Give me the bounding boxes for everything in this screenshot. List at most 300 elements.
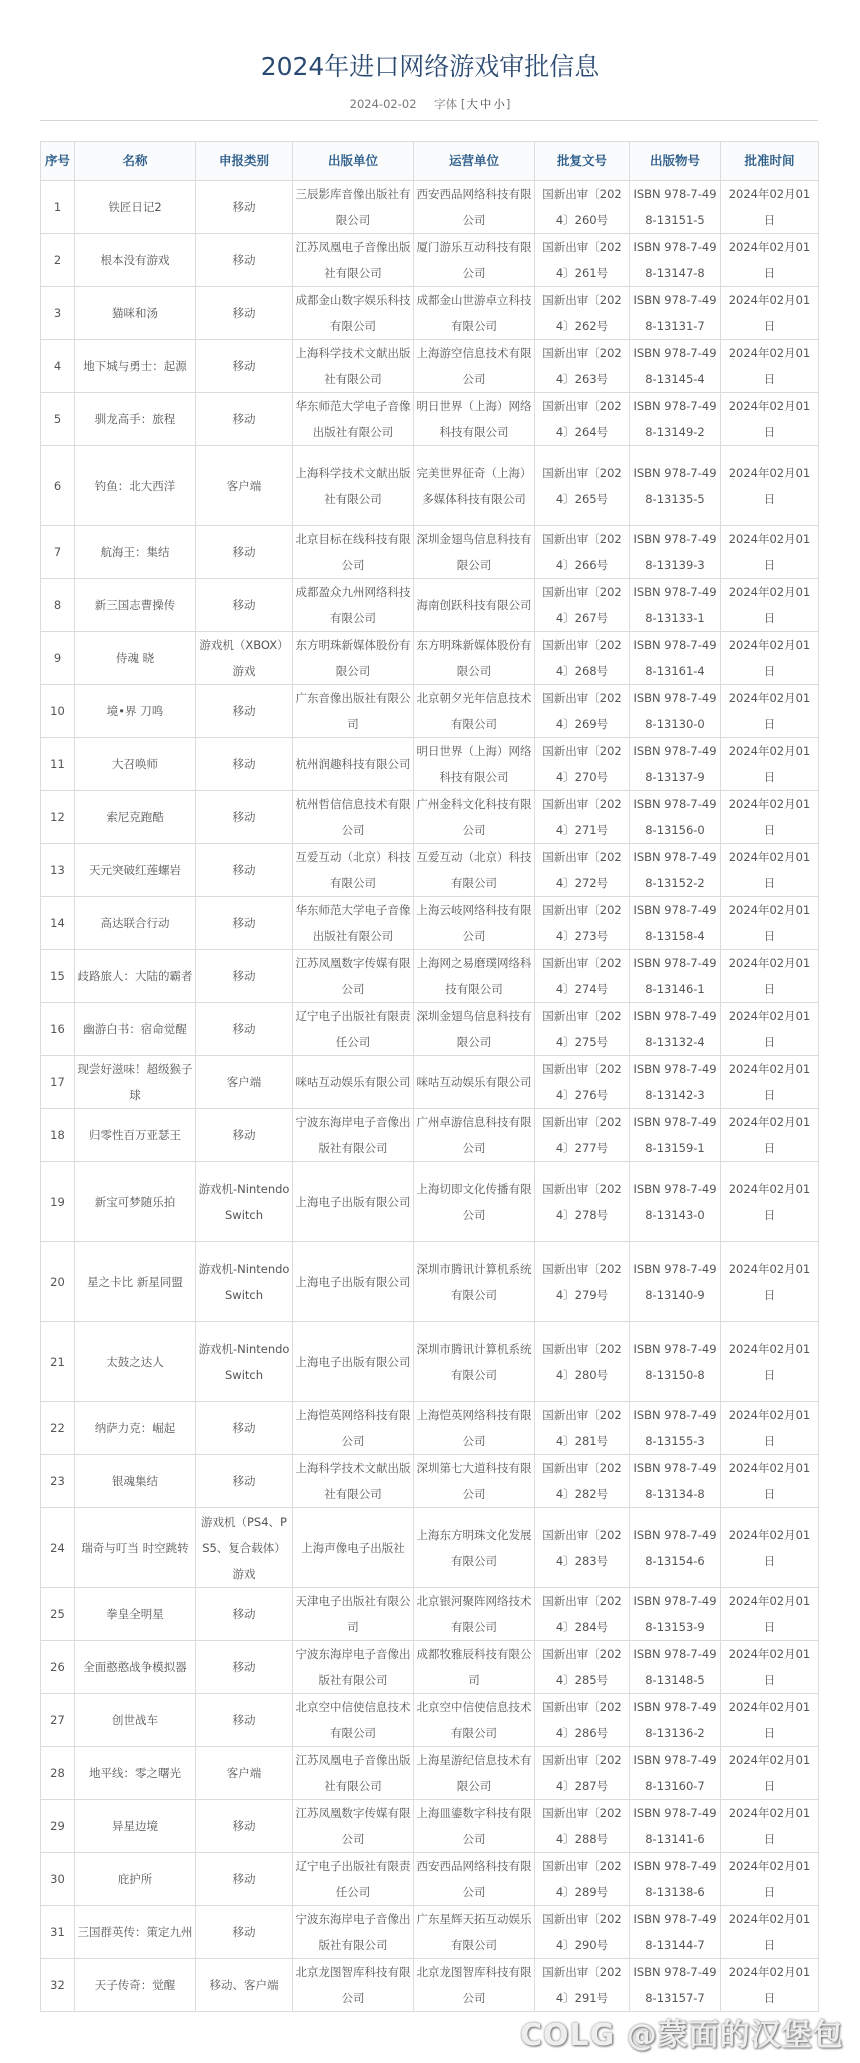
cell-operator: 西安西品网络科技有限公司 — [414, 1853, 535, 1906]
table-row — [41, 181, 819, 234]
table-row — [41, 1508, 819, 1588]
cell-publisher: 上海电子出版有限公司 — [293, 1162, 414, 1242]
table-row — [41, 393, 819, 446]
cell-isbn: ISBN 978-7-498-13153-9 — [630, 1588, 721, 1641]
watermark: COLG @蒙面的汉堡包 — [520, 2018, 844, 2053]
cell-date: 2024年02月01日 — [721, 738, 819, 791]
cell-approval: 国新出审〔2024〕262号 — [535, 287, 630, 340]
cell-operator: 上海云岐网络科技有限公司 — [414, 897, 535, 950]
table-row — [41, 1588, 819, 1641]
cell-name: 新宝可梦随乐拍 — [75, 1162, 196, 1242]
cell-approval: 国新出审〔2024〕269号 — [535, 685, 630, 738]
cell-no: 9 — [41, 632, 75, 685]
cell-name: 航海王：集结 — [75, 526, 196, 579]
cell-no: 15 — [41, 950, 75, 1003]
cell-no: 7 — [41, 526, 75, 579]
cell-publisher: 上海电子出版有限公司 — [293, 1322, 414, 1402]
cell-no: 19 — [41, 1162, 75, 1242]
cell-type: 游戏机（XBOX）游戏 — [196, 632, 293, 685]
cell-date: 2024年02月01日 — [721, 1906, 819, 1959]
cell-type: 移动 — [196, 234, 293, 287]
page-title: 2024年进口网络游戏审批信息 — [260, 51, 600, 81]
cell-publisher: 江苏凤凰数字传媒有限公司 — [293, 1800, 414, 1853]
cell-operator: 北京朝夕光年信息技术有限公司 — [414, 685, 535, 738]
cell-isbn: ISBN 978-7-498-13138-6 — [630, 1853, 721, 1906]
cell-publisher: 上海科学技术文献出版社有限公司 — [293, 446, 414, 526]
cell-type: 移动 — [196, 738, 293, 791]
cell-name: 创世战车 — [75, 1694, 196, 1747]
cell-no: 26 — [41, 1641, 75, 1694]
cell-approval: 国新出审〔2024〕280号 — [535, 1322, 630, 1402]
cell-type: 移动 — [196, 526, 293, 579]
cell-isbn: ISBN 978-7-498-13146-1 — [630, 950, 721, 1003]
cell-approval: 国新出审〔2024〕274号 — [535, 950, 630, 1003]
cell-no: 6 — [41, 446, 75, 526]
cell-date: 2024年02月01日 — [721, 287, 819, 340]
cell-operator: 深圳市腾讯计算机系统有限公司 — [414, 1242, 535, 1322]
cell-date: 2024年02月01日 — [721, 1455, 819, 1508]
font-size-large-link[interactable]: 大 — [466, 97, 478, 111]
cell-publisher: 宁波东海岸电子音像出版社有限公司 — [293, 1641, 414, 1694]
cell-type: 客户端 — [196, 1056, 293, 1109]
cell-operator: 成都金山世游卓立科技有限公司 — [414, 287, 535, 340]
cell-type: 移动 — [196, 791, 293, 844]
cell-type: 游戏机（PS4、PS5、复合载体）游戏 — [196, 1508, 293, 1588]
table-row — [41, 1455, 819, 1508]
cell-publisher: 成都金山数字娱乐科技有限公司 — [293, 287, 414, 340]
cell-name: 庇护所 — [75, 1853, 196, 1906]
cell-date: 2024年02月01日 — [721, 950, 819, 1003]
cell-type: 移动 — [196, 579, 293, 632]
cell-operator: 深圳第七大道科技有限公司 — [414, 1455, 535, 1508]
cell-date: 2024年02月01日 — [721, 1162, 819, 1242]
table-row — [41, 791, 819, 844]
publish-date: 2024-02-02 — [349, 97, 417, 111]
cell-approval: 国新出审〔2024〕268号 — [535, 632, 630, 685]
cell-date: 2024年02月01日 — [721, 526, 819, 579]
table-row — [41, 1906, 819, 1959]
cell-approval: 国新出审〔2024〕284号 — [535, 1588, 630, 1641]
cell-name: 地下城与勇士：起源 — [75, 340, 196, 393]
cell-type: 移动 — [196, 1853, 293, 1906]
cell-publisher: 江苏凤凰电子音像出版社有限公司 — [293, 234, 414, 287]
cell-approval: 国新出审〔2024〕273号 — [535, 897, 630, 950]
cell-operator: 上海游空信息技术有限公司 — [414, 340, 535, 393]
cell-no: 1 — [41, 181, 75, 234]
font-size-label: 字体 — [434, 97, 458, 111]
cell-no: 17 — [41, 1056, 75, 1109]
cell-publisher: 三辰影库音像出版社有限公司 — [293, 181, 414, 234]
cell-type: 移动 — [196, 1641, 293, 1694]
cell-no: 30 — [41, 1853, 75, 1906]
approval-table — [40, 141, 819, 2012]
cell-no: 8 — [41, 579, 75, 632]
cell-isbn: ISBN 978-7-498-13133-1 — [630, 579, 721, 632]
cell-isbn: ISBN 978-7-498-13143-0 — [630, 1162, 721, 1242]
cell-no: 12 — [41, 791, 75, 844]
cell-date: 2024年02月01日 — [721, 685, 819, 738]
font-size-control — [434, 97, 510, 111]
cell-approval: 国新出审〔2024〕291号 — [535, 1959, 630, 2012]
cell-publisher: 华东师范大学电子音像出版社有限公司 — [293, 897, 414, 950]
cell-isbn: ISBN 978-7-498-13159-1 — [630, 1109, 721, 1162]
bracket-close: ] — [505, 97, 511, 111]
cell-date: 2024年02月01日 — [721, 1694, 819, 1747]
cell-date: 2024年02月01日 — [721, 1853, 819, 1906]
table-row — [41, 1959, 819, 2012]
cell-publisher: 上海电子出版有限公司 — [293, 1242, 414, 1322]
cell-operator: 广东星辉天拓互动娱乐有限公司 — [414, 1906, 535, 1959]
table-row — [41, 1641, 819, 1694]
table-row — [41, 287, 819, 340]
cell-date: 2024年02月01日 — [721, 579, 819, 632]
cell-publisher: 上海恺英网络科技有限公司 — [293, 1402, 414, 1455]
cell-isbn: ISBN 978-7-498-13145-4 — [630, 340, 721, 393]
cell-approval: 国新出审〔2024〕286号 — [535, 1694, 630, 1747]
cell-approval: 国新出审〔2024〕266号 — [535, 526, 630, 579]
cell-name: 拳皇全明星 — [75, 1588, 196, 1641]
cell-type: 移动 — [196, 287, 293, 340]
cell-approval: 国新出审〔2024〕270号 — [535, 738, 630, 791]
cell-name: 天元突破红莲螺岩 — [75, 844, 196, 897]
cell-no: 4 — [41, 340, 75, 393]
table-row — [41, 340, 819, 393]
cell-no: 29 — [41, 1800, 75, 1853]
cell-isbn: ISBN 978-7-498-13160-7 — [630, 1747, 721, 1800]
cell-isbn: ISBN 978-7-498-13139-3 — [630, 526, 721, 579]
cell-approval: 国新出审〔2024〕283号 — [535, 1508, 630, 1588]
table-row — [41, 897, 819, 950]
cell-name: 现尝好滋味！超级猴子球 — [75, 1056, 196, 1109]
cell-approval: 国新出审〔2024〕282号 — [535, 1455, 630, 1508]
table-row — [41, 950, 819, 1003]
cell-date: 2024年02月01日 — [721, 1508, 819, 1588]
table-row — [41, 526, 819, 579]
cell-date: 2024年02月01日 — [721, 1800, 819, 1853]
cell-date: 2024年02月01日 — [721, 181, 819, 234]
cell-operator: 上海星游纪信息技术有限公司 — [414, 1747, 535, 1800]
cell-date: 2024年02月01日 — [721, 1056, 819, 1109]
cell-publisher: 上海科学技术文献出版社有限公司 — [293, 1455, 414, 1508]
table-row — [41, 1853, 819, 1906]
cell-publisher: 宁波东海岸电子音像出版社有限公司 — [293, 1109, 414, 1162]
cell-name: 歧路旅人：大陆的霸者 — [75, 950, 196, 1003]
cell-approval: 国新出审〔2024〕275号 — [535, 1003, 630, 1056]
cell-isbn: ISBN 978-7-498-13135-5 — [630, 446, 721, 526]
header-type: 申报类别 — [196, 142, 293, 181]
cell-type: 移动、客户端 — [196, 1959, 293, 2012]
table-row — [41, 1747, 819, 1800]
cell-operator: 成都牧雅辰科技有限公司 — [414, 1641, 535, 1694]
cell-name: 大召唤师 — [75, 738, 196, 791]
cell-date: 2024年02月01日 — [721, 1322, 819, 1402]
cell-isbn: ISBN 978-7-498-13161-4 — [630, 632, 721, 685]
cell-no: 11 — [41, 738, 75, 791]
cell-no: 25 — [41, 1588, 75, 1641]
header-isbn: 出版物号 — [630, 142, 721, 181]
cell-publisher: 上海声像电子出版社 — [293, 1508, 414, 1588]
cell-name: 三国群英传：策定九州 — [75, 1906, 196, 1959]
cell-publisher: 咪咕互动娱乐有限公司 — [293, 1056, 414, 1109]
table-row — [41, 1056, 819, 1109]
cell-publisher: 华东师范大学电子音像出版社有限公司 — [293, 393, 414, 446]
cell-type: 移动 — [196, 1588, 293, 1641]
cell-operator: 上海东方明珠文化发展有限公司 — [414, 1508, 535, 1588]
cell-isbn: ISBN 978-7-498-13148-5 — [630, 1641, 721, 1694]
cell-no: 32 — [41, 1959, 75, 2012]
cell-operator: 上海网之易磨璞网络科技有限公司 — [414, 950, 535, 1003]
cell-publisher: 广东音像出版社有限公司 — [293, 685, 414, 738]
cell-name: 索尼克跑酷 — [75, 791, 196, 844]
cell-approval: 国新出审〔2024〕271号 — [535, 791, 630, 844]
cell-name: 铁匠日记2 — [75, 181, 196, 234]
cell-date: 2024年02月01日 — [721, 1242, 819, 1322]
cell-approval: 国新出审〔2024〕281号 — [535, 1402, 630, 1455]
cell-publisher: 宁波东海岸电子音像出版社有限公司 — [293, 1906, 414, 1959]
cell-operator: 东方明珠新媒体股份有限公司 — [414, 632, 535, 685]
cell-isbn: ISBN 978-7-498-13147-8 — [630, 234, 721, 287]
table-row — [41, 579, 819, 632]
cell-type: 游戏机-Nintendo Switch — [196, 1162, 293, 1242]
cell-publisher: 北京龙图智库科技有限公司 — [293, 1959, 414, 2012]
divider — [40, 120, 818, 121]
cell-publisher: 杭州润趣科技有限公司 — [293, 738, 414, 791]
cell-publisher: 北京空中信使信息技术有限公司 — [293, 1694, 414, 1747]
header-operator: 运营单位 — [414, 142, 535, 181]
cell-operator: 北京龙图智库科技有限公司 — [414, 1959, 535, 2012]
table-row — [41, 1003, 819, 1056]
cell-date: 2024年02月01日 — [721, 897, 819, 950]
cell-publisher: 上海科学技术文献出版社有限公司 — [293, 340, 414, 393]
cell-date: 2024年02月01日 — [721, 632, 819, 685]
cell-no: 24 — [41, 1508, 75, 1588]
cell-operator: 深圳金翅鸟信息科技有限公司 — [414, 526, 535, 579]
cell-approval: 国新出审〔2024〕260号 — [535, 181, 630, 234]
cell-date: 2024年02月01日 — [721, 446, 819, 526]
cell-approval: 国新出审〔2024〕279号 — [535, 1242, 630, 1322]
cell-isbn: ISBN 978-7-498-13136-2 — [630, 1694, 721, 1747]
cell-date: 2024年02月01日 — [721, 844, 819, 897]
cell-operator: 北京银河聚阵网络技术有限公司 — [414, 1588, 535, 1641]
cell-isbn: ISBN 978-7-498-13131-7 — [630, 287, 721, 340]
cell-no: 27 — [41, 1694, 75, 1747]
table-row — [41, 632, 819, 685]
cell-operator: 海南创跃科技有限公司 — [414, 579, 535, 632]
cell-name: 星之卡比 新星同盟 — [75, 1242, 196, 1322]
cell-approval: 国新出审〔2024〕288号 — [535, 1800, 630, 1853]
cell-type: 游戏机-Nintendo Switch — [196, 1242, 293, 1322]
header-approval: 批复文号 — [535, 142, 630, 181]
table-row — [41, 1402, 819, 1455]
cell-type: 移动 — [196, 1109, 293, 1162]
cell-approval: 国新出审〔2024〕278号 — [535, 1162, 630, 1242]
cell-isbn: ISBN 978-7-498-13141-6 — [630, 1800, 721, 1853]
cell-approval: 国新出审〔2024〕285号 — [535, 1641, 630, 1694]
cell-publisher: 成都盈众九州网络科技有限公司 — [293, 579, 414, 632]
cell-type: 移动 — [196, 1003, 293, 1056]
cell-type: 移动 — [196, 897, 293, 950]
cell-no: 28 — [41, 1747, 75, 1800]
cell-name: 太鼓之达人 — [75, 1322, 196, 1402]
cell-name: 侍魂 晓 — [75, 632, 196, 685]
cell-operator: 明日世界（上海）网络科技有限公司 — [414, 738, 535, 791]
cell-name: 归零性百万亚瑟王 — [75, 1109, 196, 1162]
cell-isbn: ISBN 978-7-498-13144-7 — [630, 1906, 721, 1959]
cell-name: 银魂集结 — [75, 1455, 196, 1508]
table-row — [41, 1109, 819, 1162]
cell-type: 移动 — [196, 393, 293, 446]
cell-approval: 国新出审〔2024〕265号 — [535, 446, 630, 526]
cell-name: 驯龙高手：旅程 — [75, 393, 196, 446]
cell-date: 2024年02月01日 — [721, 393, 819, 446]
cell-name: 瑞奇与叮当 时空跳转 — [75, 1508, 196, 1588]
cell-publisher: 辽宁电子出版社有限责任公司 — [293, 1853, 414, 1906]
cell-operator: 深圳金翅鸟信息科技有限公司 — [414, 1003, 535, 1056]
cell-isbn: ISBN 978-7-498-13152-2 — [630, 844, 721, 897]
header-name: 名称 — [75, 142, 196, 181]
cell-isbn: ISBN 978-7-498-13137-9 — [630, 738, 721, 791]
cell-operator: 明日世界（上海）网络科技有限公司 — [414, 393, 535, 446]
cell-name: 纳萨力克：崛起 — [75, 1402, 196, 1455]
header-no: 序号 — [41, 142, 75, 181]
cell-type: 客户端 — [196, 446, 293, 526]
table-header-row — [41, 142, 819, 181]
cell-approval: 国新出审〔2024〕289号 — [535, 1853, 630, 1906]
cell-no: 31 — [41, 1906, 75, 1959]
cell-operator: 深圳市腾讯计算机系统有限公司 — [414, 1322, 535, 1402]
cell-no: 3 — [41, 287, 75, 340]
cell-publisher: 天津电子出版社有限公司 — [293, 1588, 414, 1641]
cell-no: 21 — [41, 1322, 75, 1402]
table-row — [41, 1322, 819, 1402]
cell-isbn: ISBN 978-7-498-13156-0 — [630, 791, 721, 844]
cell-date: 2024年02月01日 — [721, 791, 819, 844]
table-row — [41, 844, 819, 897]
cell-approval: 国新出审〔2024〕264号 — [535, 393, 630, 446]
table-row — [41, 1162, 819, 1242]
cell-no: 22 — [41, 1402, 75, 1455]
cell-isbn: ISBN 978-7-498-13157-7 — [630, 1959, 721, 2012]
cell-isbn: ISBN 978-7-498-13151-5 — [630, 181, 721, 234]
cell-approval: 国新出审〔2024〕263号 — [535, 340, 630, 393]
cell-type: 移动 — [196, 950, 293, 1003]
cell-type: 移动 — [196, 181, 293, 234]
cell-operator: 上海切即文化传播有限公司 — [414, 1162, 535, 1242]
cell-approval: 国新出审〔2024〕277号 — [535, 1109, 630, 1162]
cell-isbn: ISBN 978-7-498-13134-8 — [630, 1455, 721, 1508]
cell-approval: 国新出审〔2024〕267号 — [535, 579, 630, 632]
cell-name: 地平线：零之曙光 — [75, 1747, 196, 1800]
cell-type: 移动 — [196, 1402, 293, 1455]
cell-isbn: ISBN 978-7-498-13155-3 — [630, 1402, 721, 1455]
cell-no: 5 — [41, 393, 75, 446]
cell-approval: 国新出审〔2024〕261号 — [535, 234, 630, 287]
cell-isbn: ISBN 978-7-498-13130-0 — [630, 685, 721, 738]
font-size-small-link[interactable]: 小 — [493, 97, 505, 111]
cell-operator: 完美世界征奇（上海）多媒体科技有限公司 — [414, 446, 535, 526]
cell-publisher: 江苏凤凰数字传媒有限公司 — [293, 950, 414, 1003]
font-size-medium-link[interactable]: 中 — [479, 97, 492, 111]
cell-isbn: ISBN 978-7-498-13149-2 — [630, 393, 721, 446]
cell-date: 2024年02月01日 — [721, 234, 819, 287]
cell-type: 客户端 — [196, 1747, 293, 1800]
table-row — [41, 1800, 819, 1853]
cell-publisher: 江苏凤凰电子音像出版社有限公司 — [293, 1747, 414, 1800]
cell-no: 16 — [41, 1003, 75, 1056]
table-row — [41, 685, 819, 738]
cell-publisher: 互爱互动（北京）科技有限公司 — [293, 844, 414, 897]
cell-name: 天子传奇：觉醒 — [75, 1959, 196, 2012]
cell-approval: 国新出审〔2024〕290号 — [535, 1906, 630, 1959]
cell-name: 新三国志曹操传 — [75, 579, 196, 632]
cell-operator: 北京空中信使信息技术有限公司 — [414, 1694, 535, 1747]
cell-type: 游戏机-Nintendo Switch — [196, 1322, 293, 1402]
cell-date: 2024年02月01日 — [721, 1402, 819, 1455]
cell-approval: 国新出审〔2024〕276号 — [535, 1056, 630, 1109]
cell-name: 境•界 刀鸣 — [75, 685, 196, 738]
cell-date: 2024年02月01日 — [721, 1959, 819, 2012]
header-date: 批准时间 — [721, 142, 819, 181]
cell-date: 2024年02月01日 — [721, 1003, 819, 1056]
cell-isbn: ISBN 978-7-498-13132-4 — [630, 1003, 721, 1056]
cell-no: 13 — [41, 844, 75, 897]
cell-publisher: 杭州哲信信息技术有限公司 — [293, 791, 414, 844]
cell-publisher: 东方明珠新媒体股份有限公司 — [293, 632, 414, 685]
cell-name: 幽游白书：宿命觉醒 — [75, 1003, 196, 1056]
cell-date: 2024年02月01日 — [721, 1747, 819, 1800]
cell-no: 20 — [41, 1242, 75, 1322]
cell-type: 移动 — [196, 1906, 293, 1959]
table-row — [41, 234, 819, 287]
cell-name: 钓鱼：北大西洋 — [75, 446, 196, 526]
cell-operator: 上海皿鎏数字科技有限公司 — [414, 1800, 535, 1853]
cell-no: 18 — [41, 1109, 75, 1162]
article-meta — [0, 96, 860, 112]
cell-isbn: ISBN 978-7-498-13150-8 — [630, 1322, 721, 1402]
cell-name: 高达联合行动 — [75, 897, 196, 950]
cell-name: 根本没有游戏 — [75, 234, 196, 287]
table-row — [41, 1242, 819, 1322]
cell-operator: 西安西品网络科技有限公司 — [414, 181, 535, 234]
cell-approval: 国新出审〔2024〕272号 — [535, 844, 630, 897]
cell-isbn: ISBN 978-7-498-13142-3 — [630, 1056, 721, 1109]
header-publisher: 出版单位 — [293, 142, 414, 181]
bracket-open: [ — [460, 97, 466, 111]
cell-type: 移动 — [196, 1694, 293, 1747]
cell-operator: 咪咕互动娱乐有限公司 — [414, 1056, 535, 1109]
cell-name: 猫咪和汤 — [75, 287, 196, 340]
table-body — [41, 181, 819, 2012]
table-row — [41, 446, 819, 526]
cell-date: 2024年02月01日 — [721, 1588, 819, 1641]
cell-publisher: 北京目标在线科技有限公司 — [293, 526, 414, 579]
table-row — [41, 1694, 819, 1747]
cell-type: 移动 — [196, 1455, 293, 1508]
cell-name: 异星边境 — [75, 1800, 196, 1853]
cell-operator: 广州金科文化科技有限公司 — [414, 791, 535, 844]
cell-no: 2 — [41, 234, 75, 287]
cell-date: 2024年02月01日 — [721, 1641, 819, 1694]
cell-type: 移动 — [196, 844, 293, 897]
cell-type: 移动 — [196, 685, 293, 738]
cell-date: 2024年02月01日 — [721, 340, 819, 393]
table-row — [41, 738, 819, 791]
cell-no: 14 — [41, 897, 75, 950]
cell-operator: 广州卓游信息科技有限公司 — [414, 1109, 535, 1162]
cell-name: 全面憨憨战争模拟器 — [75, 1641, 196, 1694]
cell-operator: 厦门游乐互动科技有限公司 — [414, 234, 535, 287]
cell-no: 23 — [41, 1455, 75, 1508]
